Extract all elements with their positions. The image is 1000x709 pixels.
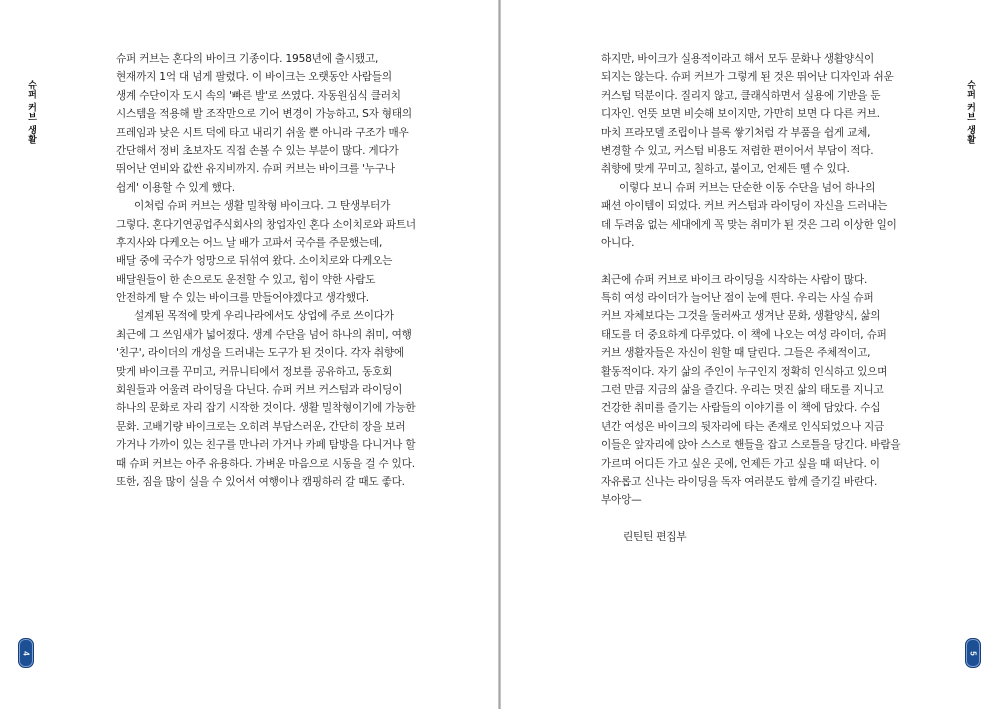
left-body-text [116, 50, 416, 491]
signature-line: 린틴틴 편집부 [623, 531, 687, 544]
page-number-badge-left [18, 638, 34, 668]
text-line: 데 두려움 없는 세대에게 꼭 맞는 취미가 된 것은 그리 이상한 일이 [601, 218, 897, 231]
text-line: 최근에 그 쓰임새가 넓어졌다. 생계 수단을 넘어 하나의 취미, 여행 [116, 328, 412, 341]
paragraph-gap [601, 252, 911, 270]
left-page [0, 0, 499, 709]
text-line: 그런 만큼 지금의 삶을 즐긴다. 우리는 멋진 삶의 태도를 지니고 [601, 384, 884, 397]
text-line: 취향에 맞게 꾸미고, 칠하고, 붙이고, 언제든 뗄 수 있다. [601, 163, 850, 176]
text-line: 하나의 문화로 자리 잡기 시작한 것이다. 생활 밀착형이기에 가능한 [116, 402, 416, 415]
paragraph-gap [601, 510, 911, 528]
text-line: 활동적이다. 자기 삶의 주인이 누구인지 정확히 인식하고 있으며 [601, 365, 888, 378]
text-line: 그렇다. 혼다기연공업주식회사의 창업자인 혼다 소이치로와 파트너 [116, 218, 416, 231]
text-line: 가르며 어디든 가고 싶은 곳에, 언제든 가고 싶을 때 떠난다. 이 [601, 457, 880, 470]
text-line: 뛰어난 연비와 값싼 유지비까지. 슈퍼 커브는 바이크를 '누구나 [116, 163, 395, 176]
text-line: 생계 수단이자 도시 속의 '빠른 발'로 쓰였다. 자동원심식 클러치 [116, 89, 401, 102]
running-head-right: 슈퍼 커브 생활 [965, 80, 975, 145]
text-line: 특히 여성 라이더가 늘어난 점이 눈에 띈다. 우리는 사실 슈퍼 [601, 292, 874, 305]
text-line: 또한, 짐을 많이 실을 수 있어서 여행이나 캠핑하러 갈 때도 좋다. [116, 475, 405, 488]
text-line: 커스텀 덕분이다. 질리지 않고, 클래식하면서 실용에 기반을 둔 [601, 89, 881, 102]
right-body-text [601, 50, 911, 547]
text-line: 후지사와 다케오는 어느 날 배가 고파서 국수를 주문했는데, [116, 236, 383, 249]
text-line: 되지는 않는다. 슈퍼 커브가 그렇게 된 것은 뛰어난 디자인과 쉬운 [601, 71, 894, 84]
page-number-left: 4 [21, 650, 31, 656]
text-line: 맞게 바이크를 꾸미고, 커뮤니티에서 정보를 공유하고, 동호회 [116, 365, 393, 378]
text-line: 커브 자체보다는 그것을 둘러싸고 생겨난 문화, 생활양식, 삶의 [601, 310, 881, 323]
text-line: 아니다. [601, 236, 635, 249]
text-line: 간단해서 정비 초보자도 직접 손볼 수 있는 부분이 많다. 게다가 [116, 144, 399, 157]
right-page [501, 0, 1000, 709]
text-line: 설계된 목적에 맞게 우리나라에서도 상업에 주로 쓰이다가 [134, 310, 394, 323]
text-line: 부아앙— [601, 494, 642, 507]
text-line: 이들은 앞자리에 앉아 스스로 핸들을 잡고 스로틀을 당긴다. 바람을 [601, 439, 901, 452]
text-line: 이처럼 슈퍼 커브는 생활 밀착형 바이크다. 그 탄생부터가 [134, 200, 391, 213]
text-line: 프레임과 낮은 시트 덕에 타고 내리기 쉬울 뿐 아니라 구조가 매우 [116, 126, 409, 139]
text-line: 건강한 취미를 즐기는 사람들의 이야기를 이 책에 담았다. 수십 [601, 402, 881, 415]
text-line: 태도를 더 중요하게 다루었다. 이 책에 나오는 여성 라이더, 슈퍼 [601, 328, 887, 341]
text-line: 배달 중에 국수가 엉망으로 뒤섞여 왔다. 소이치로와 다케오는 [116, 255, 393, 268]
text-line: 안전하게 탈 수 있는 바이크를 만들어야겠다고 생각했다. [116, 292, 369, 305]
text-line: 때 슈퍼 커브는 아주 유용하다. 가벼운 마음으로 시동을 걸 수 있다. [116, 457, 415, 470]
text-line: 현재까지 1억 대 넘게 팔렸다. 이 바이크는 오랫동안 사람들의 [116, 71, 392, 84]
running-head-left: 슈퍼 커브 생활 [26, 80, 36, 145]
text-line: 최근에 슈퍼 커브로 바이크 라이딩을 시작하는 사람이 많다. [601, 273, 868, 286]
text-line: 마치 프라모델 조립이나 블록 쌓기처럼 각 부품을 쉽게 교체, [601, 126, 871, 139]
text-line: 쉽게' 이용할 수 있게 했다. [116, 181, 235, 194]
text-line: 년간 여성은 바이크의 뒷자리에 타는 존재로 인식되었으나 지금 [601, 420, 885, 433]
page-number-badge-right [965, 638, 981, 668]
text-line: 문화. 고배기량 바이크로는 오히려 부담스러운, 간단히 장을 보러 [116, 420, 406, 433]
text-line: 커브 생활자들은 자신이 원할 때 달린다. 그들은 주체적이고, [601, 347, 871, 360]
text-line: 자유롭고 신나는 라이딩을 독자 여러분도 함께 즐기길 바란다. [601, 475, 878, 488]
text-line: 가거나 가까이 있는 친구를 만나러 가거나 카페 탐방을 다니거나 할 [116, 439, 416, 452]
page-number-right: 5 [968, 650, 978, 656]
text-line: '친구', 라이더의 개성을 드러내는 도구가 된 것이다. 각자 취향에 [116, 347, 404, 360]
text-line: 이렇다 보니 슈퍼 커브는 단순한 이동 수단을 넘어 하나의 [619, 181, 876, 194]
text-line: 하지만, 바이크가 실용적이라고 해서 모두 문화나 생활양식이 [601, 53, 875, 65]
text-line: 디자인. 언뜻 보면 비슷해 보이지만, 가만히 보면 다 다른 커브. [601, 108, 880, 121]
text-line: 시스템을 적용해 발 조작만으로 기어 변경이 가능하고, S자 형태의 [116, 108, 412, 121]
text-line: 배달원들이 한 손으로도 운전할 수 있고, 힘이 약한 사람도 [116, 273, 376, 286]
text-line: 회원들과 어울려 라이딩을 다닌다. 슈퍼 커브 커스텀과 라이딩이 [116, 384, 403, 397]
text-line: 변경할 수 있고, 커스텀 비용도 저렴한 편이어서 부담이 적다. [601, 144, 874, 157]
text-line: 패션 아이템이 되었다. 커브 커스텀과 라이딩이 자신을 드러내는 [601, 200, 888, 213]
text-line: 슈퍼 커브는 혼다의 바이크 기종이다. 1958년에 출시됐고, [116, 53, 379, 65]
